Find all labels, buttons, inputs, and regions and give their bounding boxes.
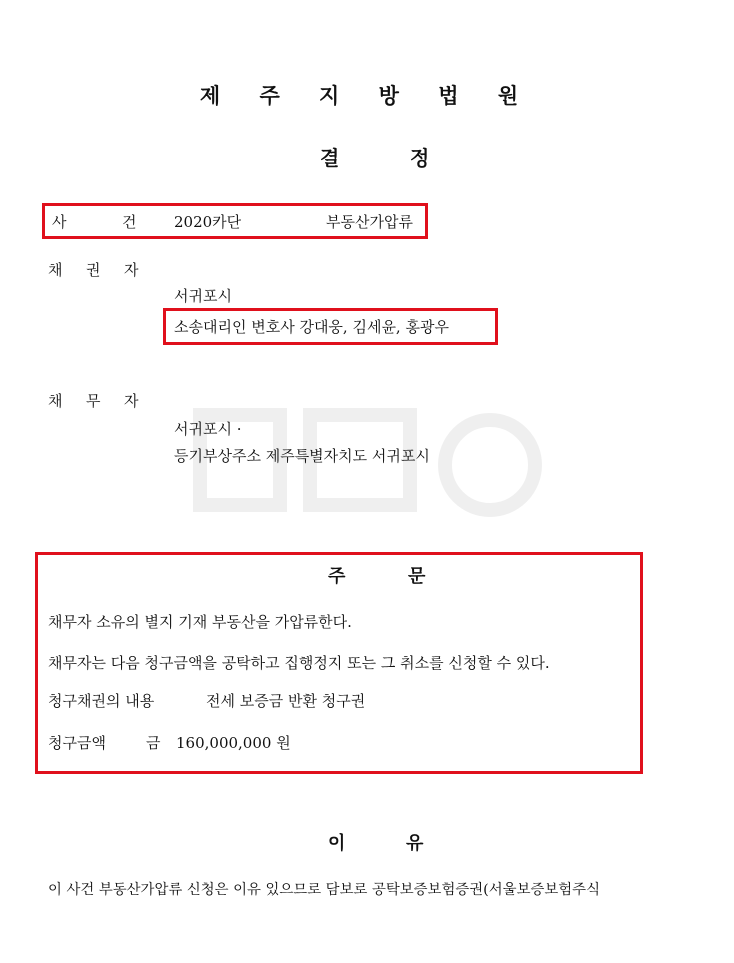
debtor-label-1: 채 bbox=[48, 392, 63, 410]
order-line-2: 채무자는 다음 청구금액을 공탁하고 집행정지 또는 그 취소를 신청할 수 있다. bbox=[48, 654, 550, 672]
creditor-label-1: 채 bbox=[48, 261, 63, 279]
case-type: 부동산가압류 bbox=[326, 213, 413, 231]
case-number: 2020카단 bbox=[174, 213, 242, 231]
creditor-address: 서귀포시 bbox=[174, 287, 232, 305]
doc-title-char-2: 정 bbox=[410, 146, 430, 170]
debtor-label-2: 무 bbox=[86, 392, 101, 410]
reason-heading-char-2: 유 bbox=[406, 833, 424, 854]
order-line-1: 채무자 소유의 별지 기재 부동산을 가압류한다. bbox=[48, 613, 352, 631]
debtor-address: 서귀포시 · bbox=[174, 420, 242, 438]
creditor-label-2: 권 bbox=[86, 261, 101, 279]
court-name: 제 주 지 방 법 원 bbox=[199, 84, 535, 108]
amount-prefix: 금 bbox=[146, 734, 161, 752]
debtor-registry-address: 등기부상주소 제주특별자치도 서귀포시 bbox=[174, 447, 430, 465]
case-label-1: 사 bbox=[52, 213, 67, 231]
amount-label: 청구금액 bbox=[48, 734, 106, 752]
reason-heading-char-1: 이 bbox=[328, 833, 346, 854]
claim-value: 전세 보증금 반환 청구권 bbox=[206, 692, 366, 710]
debtor-label-3: 자 bbox=[124, 392, 139, 410]
claim-label: 청구채권의 내용 bbox=[48, 692, 155, 710]
reason-line-1: 이 사건 부동산가압류 신청은 이유 있으므로 담보로 공탁보증보험증권(서울보증보험주식 bbox=[48, 882, 600, 898]
order-heading-char-2: 문 bbox=[408, 566, 426, 587]
order-heading-char-1: 주 bbox=[328, 566, 346, 587]
creditor-label-3: 자 bbox=[124, 261, 139, 279]
doc-title-char-1: 결 bbox=[320, 146, 340, 170]
amount-value: 160,000,000 원 bbox=[176, 734, 291, 752]
creditor-attorneys: 소송대리인 변호사 강대웅, 김세윤, 홍광우 bbox=[174, 318, 449, 336]
case-label-2: 건 bbox=[122, 213, 137, 231]
